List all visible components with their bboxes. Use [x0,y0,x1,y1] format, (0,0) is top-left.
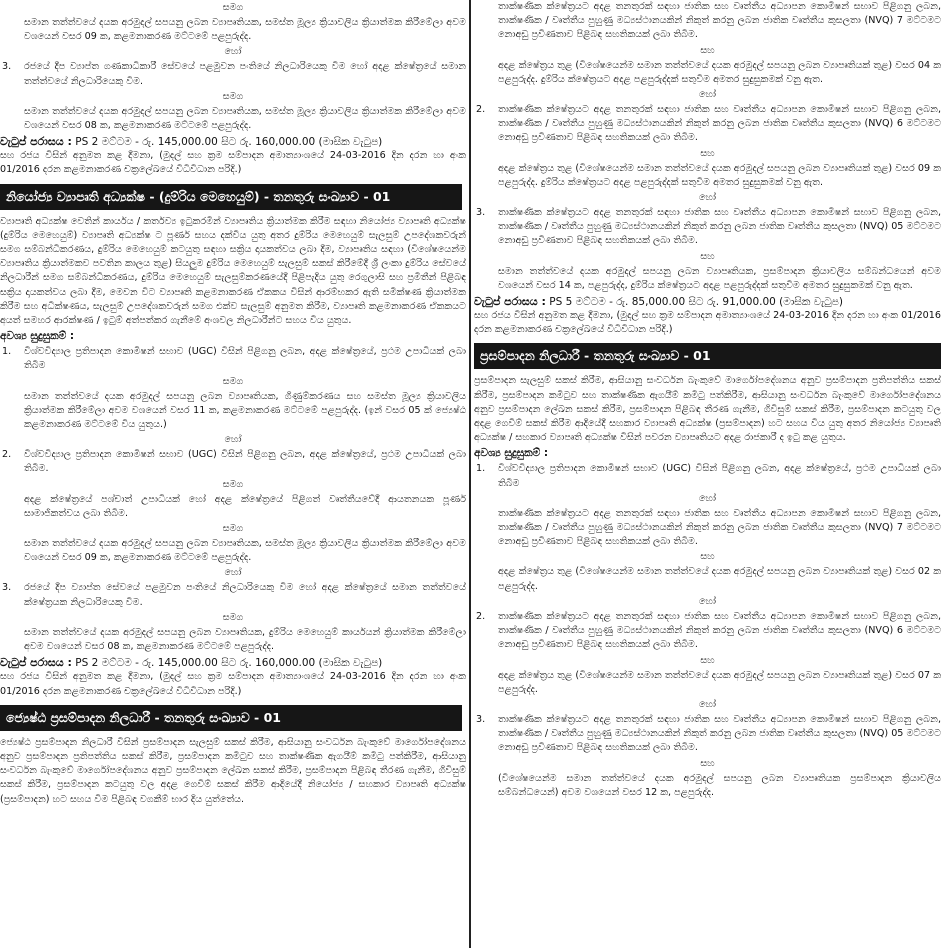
requirement-paragraph: (විශේෂයෙන්ම සමාන තත්ත්වයේ දයක අරමුදල් සපයනු ලබන ව්‍යාපෘතියක ප්‍රසම්පාදන ක්‍රියාවලිය සම්බන්ධයෙන්) අවම වශයෙන් වසර 12 ක, පළපුරුද්ද. [498,772,941,798]
separator-samaga: සමග [222,523,244,535]
item-number: 3. [476,713,486,725]
numbered-item [0,60,466,88]
separator-ho: හෝ [698,192,717,204]
item-number: 1. [2,346,12,358]
salary-line [0,656,466,670]
salary-label: වැටුප් පරාසය : [0,135,72,149]
requirement-paragraph: තාක්ෂණික ක්ෂේත්‍රයට අදළ තනතුරක් සඳහා ජාතික සහ වෘත්තීය අධ්‍යාපන කොමිෂන් සභාව පිළිගනු ලබන, තාක්ෂණික / වෘත්තීය පුහුණු මධ්‍යස්ථානයකින් නිකුත් කරනු ලබන ජාතික වෘත්තීය කුසලතා (NVQ) 7 මට්ටමට නොඅඩු ප්‍රවීණතාව පිළිබඳ සහතිකයක් ලබා තිබීම. [498,507,941,548]
salary-value: PS 5 මට්ටම - රු. 85,000.00 සිට රු. 91,000.00 (මාසික වැටුප) [549,296,843,309]
item-text: තාක්ෂණික ක්ෂේත්‍රයට අදළ තනතුරක් සඳහා ජාතික සහ වෘත්තීය අධ්‍යාපන කොමිෂන් සභාව පිළිගනු ලබන, තාක්ෂණික / වෘත්තීය පුහුණු මධ්‍යස්ථානයකින් නිකුත් කරනු ලබන ජාතික වෘත්තීය කුසලතා (NVQ) 05 මට්ටමට නොඅඩු ප්‍රවීණතාව පිළිබඳ සහතිකයක් ලබා තිබීම. [498,713,941,754]
salary-line [474,295,941,309]
item-text: රජයේ දීප ව්‍යාප්ත සේවයේ පළමුවන පංතියේ නිලධාරියෙකු විම හෝ අදළ ක්ෂේත්‍රයේ සමාන තත්ත්වයේ ක්ෂේත්‍රයක නිලධාරියෙකු විම. [24,582,466,608]
separator-ho: හෝ [698,698,717,710]
requirement-paragraph: සමාන තත්ත්වයේ දයක අරමුදල් සපයනු ලබන ව්‍යාපෘතියක, ප්‍රසම්පාදන ක්‍රියාවලිය සම්බන්ධයෙන් අවම වශයෙන් වසර 14 ක, පළපුරුද්ද, දුම්රිය ක්ෂේත්‍රයට අදළ පළපුරුද්දක් සතුවීම අමතර සුදුසුකමක් වනු ඇත. [498,265,941,291]
job-description: ව්‍යාපෘති අධ්‍යක්ෂ වෙතින් කාර්යය / කර්තව්‍ය ඉටුකරමින් ව්‍යාපෘතිය ක්‍රියාත්මක කිරීම සඳහා නියෝජ්‍ය ව්‍යාපෘති අධ්‍යක්ෂ (දුම්රිය මෙහෙයුම්) ව්‍යාපෘති අධ්‍යක්ෂ ට පූර්ණ සහය දක්වීය යුතු අතර දුම්රිය මෙහෙයුම් සැලසුම් උපදේශකවරුන් සමග සම්බන්ධීකරණය, දුම්රිය මෙහෙයුම් කටයුතු සඳහා සක්‍රිය දායකත්වය ලබා දීම, ව්‍යාපෘතිය සඳහා (විශේෂයෙන්ම ව්‍යාපෘතිය ක්‍රියාත්මකව පවතින කාලය තුළ) සියලුම දුම්රිය මෙහෙයුම් සැලසුම් සකස් කිරීමේදී ශ්‍රී ලංකා දුම්රිය සේවයේ නිලධාරීන් සමග සම්බන්ධීකරණය, දුම්රිය මෙහෙයුම් සැලසුම්කරණයේදී පිළිපැදිය යුතු රෙගුලාසි සහ ප්‍රමිතීන් පිළිබඳ සක්‍රිය දායකත්වය ලබා දීම, මෙවන විට ව්‍යාපෘති කළමනාකරණ ඒකකය විසින් ආරම්භකර ඇති සමීක්ෂණ ක්‍රියාත්මක කිරීම සහ අධීක්ෂණය, සැලසුම් උපදේශකවරුන් සමග එක්ව සැලසුම් අනුමත කිරීම, ව්‍යාපෘති කළමනාකරණ ඒකකයට අයත් සමහර ආරක්ෂණ / ඉටුම් අත්පත්කර ගැනීමේ අංශවල නිලධාරීන්ට සහය විය යුතුය. [0,215,466,327]
numbered-item [0,581,466,609]
item-text: රජයේ දීප ව්‍යාප්ත ගණකාධිකාරී සේවයේ පළමුවන පංතියේ නිලධාරියෙකු විම හෝ අදළ ක්ෂේත්‍රයේ සමාන තත්ත්වයේ නිලධාරියෙකු විම. [24,61,466,87]
item-number: 2. [476,610,486,622]
requirements-heading: අවශ්‍ය සුදුසුකම් : [474,447,549,460]
item-number: 1. [476,463,486,475]
separator-samaga: සමග [222,375,244,387]
requirement-paragraph: අදළ ක්ෂේත්‍රය තුළ (විශේෂයෙන්ම සමාන තත්ත්වයේ දයක අරමුදල් සපයනු ලබන ව්‍යාපෘතියක් තුළ) වසර 02 ක පළපුරුද්ද. [498,566,941,592]
salary-note: සහ රජය විසින් අනුමත කළ දීමනා, (මුදල් සහ ක්‍රම සම්පාදන අමාත්‍යාංශයේ 24-03-2016 දින දරන හා අංක 01/2016 දරන කළමනාකරණ චක්‍රලේඛයේ විධිවිධාන පරිදි.) [0,671,466,697]
separator-saha: සහ [700,250,715,262]
separator-saha: සහ [700,147,715,159]
numbered-item [474,462,941,490]
item-text: තාක්ෂණික ක්ෂේත්‍රයට අදළ තනතුරක් සඳහා ජාතික සහ වෘත්තීය අධ්‍යාපන කොමිෂන් සභාව පිළිගනු ලබන, තාක්ෂණික / වෘත්තීය පුහුණු මධ්‍යස්ථානයකින් නිකුත් කරනු ලබන ජාතික වෘත්තීය කුසලතා (NVQ) 05 මට්ටමට නොඅඩු ප්‍රවීණතාව පිළිබඳ සහතිකයක් ලබා තිබීම. [498,207,941,247]
separator-samaga: සමග [222,90,244,102]
separator-samaga: සමග [222,2,244,13]
salary-note: සහ රජය විසින් අනුමත කළ දීමනා, (මුදල් සහ ක්‍රම සම්පාදන අමාත්‍යාංශයේ 24-03-2016 දින දරන හා අංක 01/2016 දරන කළමනාකරණ චක්‍රලේඛයේ විධිවිධාන පරිදි.) [0,150,466,176]
item-number: 3. [2,582,12,594]
requirement-paragraph: අදළ ක්ෂේත්‍රය තුළ (විශේෂයෙන්ම සමාන තත්ත්වයේ දයක අරමුදල් සපයනු ලබන ව්‍යාපෘතියක් තුළ) වසර 07 ක පළපුරුද්ද. [498,669,941,695]
job-description: ජ්‍යෙෂ්ඨ ප්‍රසම්පාදන නිලධාරී විසින් ප්‍රසම්පාදන සැලසුම් සකස් කිරීම, ආසියානු සංවර්ධන බැංකුවේ මාර්ගෝපදේශනය අනුව ප්‍රසම්පාදන ප්‍රතිපත්තිය සකස් කිරීම, ප්‍රසම්පාදන කමිටුව සහ තාක්ෂණික ඇගයීම් කමිටු පත්කිරීම, ආසියානු සංවර්ධන බැංකුවේ මාර්ගෝපදේශනය අනුව ප්‍රසම්පාදන ලේඛන සකස් කිරීම, ප්‍රසම්පාදන පිළිබඳ තීරණ ගැනීම, ගිවිසුම් සකස් කිරීම, ප්‍රසම්පාදන කටයුතු වල අදළ ගෙවීම් සකස් කිරීම ආදියේදී නියෝජ්‍ය / සහකාර ව්‍යාපෘති අධ්‍යක්ෂ (ප්‍රසම්පාදන) හට සහය විම පිළිබඳ වගකීම් භාර දිය යුත්තේය. [0,736,466,805]
numbered-item [0,448,466,476]
section-heading: ප්‍රසම්පාදන නිලධාරී - තනතුරු සංඛ්‍යාව - 01 [474,343,941,369]
salary-label: වැටුප් පරාසය : [0,656,72,670]
numbered-item [474,713,941,756]
item-text: විශ්වවිද්‍යාල ප්‍රතිපාදන කොමිෂන් සභාව (UGC) විසින් පිළිගනු ලබන, අදළ ක්ෂේත්‍රයේ, ප්‍රථම උපාධියක් ලබා තිබීම [498,463,941,489]
requirement-paragraph: සමාන තත්ත්වයේ දයක අරමුදල් සපයනු ලබන ව්‍යාපෘතියක, සමස්ත මූල්‍ය ක්‍රියාවලිය ක්‍රියාත්මක කිරීමේලා අවම වශයෙන් වසර 09 ක, කළමනාකරණ මට්ටමේ පළපුරුද්ද. [24,17,466,43]
right-column [474,0,941,948]
section-heading: නියෝජ්‍ය ව්‍යාපෘති අධ්‍යක්ෂ - (දුම්රිය මෙහෙයුම්) - තනතුරු සංඛ්‍යාව - 01 [0,184,462,210]
section-heading: ජ්‍යෙෂ්ඨ ප්‍රසම්පාදන නිලධාරී - තනතුරු සංඛ්‍යාව - 01 [0,705,462,731]
salary-line [0,135,466,149]
requirement-paragraph: සමාන තත්ත්වයේ දයක අරමුදල් සපයනු ලබන ව්‍යාපෘතියක, ගිණුම්කරණය සහ සමස්ත මූල්‍ය ක්‍රියාවලිය ක්‍රියාත්මක කිරීමේලා අවම වශයෙන් වසර 11 ක, කළමනාකරණ මට්ටමේ පළපුරුද්ද. (ඉන් වසර 05 ක් ජ්‍යෙෂ්ඨ කළමනාකරණ මට්ටමේ විය යුතුය.) [24,390,466,431]
salary-value: PS 2 මට්ටම - රු. 145,000.00 සිට රු. 160,000.00 (මාසික වැටුප) [75,657,383,670]
item-text: විශ්වවිද්‍යාල ප්‍රතිපාදන කොමිෂන් සභාව (UGC) විසින් පිළිගනු ලබන, අදළ ක්ෂේත්‍රයේ, ප්‍රථම උපාධියක් ලබා තිබීම [24,346,466,372]
requirements-heading: අවශ්‍ය සුදුසුකම් : [0,330,75,343]
requirement-paragraph: සමාන තත්ත්වයේ දයක අරමුදල් සපයනු ලබන ව්‍යාපෘතියක, දුම්රිය මෙහෙයුම් කාර්යයන් ක්‍රියාත්මක කිරීමේලා අවම වශයෙන් වසර 08 ක, කළමනාකරණ මට්ටමේ පළපුරුද්ද. [24,626,466,653]
item-number: 3. [2,61,12,73]
item-text: තාක්ෂණික ක්ෂේත්‍රයට අදළ තනතුරක් සඳහා ජාතික සහ වෘත්තීය අධ්‍යාපන කොමිෂන් සභාව පිළිගනු ලබන, තාක්ෂණික / වෘත්තීය පුහුණු මධ්‍යස්ථානයකින් නිකුත් කරනු ලබන ජාතික වෘත්තීය කුසලතා (NVQ) 7 මට්ටමට නොඅඩු ප්‍රවීණතාව පිළිබඳ සහතිකයක් ලබා තිබීම. [498,1,941,41]
requirement-paragraph: අදළ ක්ෂේත්‍රය තුළ (විශේෂයෙන්ම සමාන තත්ත්වයේ දයක අරමුදල් සපයනු ලබන ව්‍යාපෘතියක් තුළ) වසර 09 ක පළපුරුද්ද. දුම්රිය ක්ෂේත්‍රයට අදළ පළපුරුද්දක් සතුවීම අමතර සුදුසුකමක් වනු ඇත. [498,162,941,188]
left-column [0,0,466,948]
separator-ho: හෝ [224,46,242,58]
separator-saha: සහ [700,654,715,666]
numbered-item [474,103,941,146]
item-number: 2. [2,449,12,461]
separator-samaga: සමග [222,478,244,490]
separator-saha: සහ [700,757,715,769]
separator-saha: සහ [700,551,715,563]
separator-ho: හෝ [224,567,242,579]
requirement-paragraph: අදළ ක්ෂේත්‍රය තුළ (විශේෂයෙන්ම සමාන තත්ත්වයේ දයක අරමුදල් සපයනු ලබන ව්‍යාපෘතියක් තුළ) වසර 04 ක පළපුරුද්ද. දුම්රිය ක්ෂේත්‍රයට අදළ පළපුරුද්දක් සතුවීම අමතර සුදුසුකමක් වනු ඇත. [498,59,941,85]
separator-samaga: සමග [222,611,244,623]
separator-ho: හෝ [224,434,242,446]
separator-ho: හෝ [698,492,717,504]
item-number: 2. [476,104,486,116]
separator-ho: හෝ [698,89,717,101]
separator-saha: සහ [700,44,715,56]
salary-note: සහ රජය විසින් අනුමත කළ දීමනා, (මුදල් සහ ක්‍රම සම්පාදන අමාත්‍යාංශයේ 24-03-2016 දින දරන හා අංක 01/2016 දරන කළමනාකරණ චක්‍රලේඛයේ විධිවිධාන පරිදි.) [474,310,941,336]
numbered-item [0,345,466,373]
requirement-paragraph: සමාන තත්ත්වයේ දයක අරමුදල් සපයනු ලබන ව්‍යාපෘතියක, සමස්ත මූල්‍ය ක්‍රියාවලිය ක්‍රියාත්මක කිරීමේලා අවම වශයෙන් වසර 09 ක, කළමනාකරණ මට්ටමේ පළපුරුද්ද. [24,538,466,564]
salary-label: වැටුප් පරාසය : [474,295,546,309]
salary-value: PS 2 මට්ටම - රු. 145,000.00 සිට රු. 160,000.00 (මාසික වැටුප) [75,136,383,149]
item-text: තාක්ෂණික ක්ෂේත්‍රයට අදළ තනතුරක් සඳහා ජාතික සහ වෘත්තීය අධ්‍යාපන කොමිෂන් සභාව පිළිගනු ලබන, තාක්ෂණික / වෘත්තීය පුහුණු මධ්‍යස්ථානයකින් නිකුත් කරනු ලබන ජාතික වෘත්තීය කුසලතා (NVQ) 6 මට්ටමට නොඅඩු ප්‍රවීණතාව පිළිබඳ සහතිකයක් ලබා තිබීම. [498,104,941,144]
item-number: 3. [476,207,486,219]
item-text: තාක්ෂණික ක්ෂේත්‍රයට අදළ තනතුරක් සඳහා ජාතික සහ වෘත්තීය අධ්‍යාපන කොමිෂන් සභාව පිළිගනු ලබන, තාක්ෂණික / වෘත්තීය පුහුණු මධ්‍යස්ථානයකින් නිකුත් කරනු ලබන ජාතික වෘත්තීය කුසලතා (NVQ) 6 මට්ටමට නොඅඩු ප්‍රවීණතාව පිළිබඳ සහතිකයක් ලබා තිබීම. [498,610,941,651]
numbered-item [474,610,941,653]
separator-ho: හෝ [698,595,717,607]
item-text: විශ්වවිද්‍යාල ප්‍රතිපාදන කොමිෂන් සභාව (UGC) විසින් පිළිගනු ලබන, අදළ ක්ෂේත්‍රයේ, ප්‍රථම උපාධියක් ලබා තිබීම. [24,449,466,475]
requirement-paragraph: අදළ ක්ෂේත්‍රයේ පශ්චාත් උපාධියක් හෝ අදළ ක්ෂේත්‍රයේ පිළිගත් වෘත්තීයවේදී ආයතනයක පූර්ණ සාමාජිකත්වය ලබා තිබීම. [24,493,466,519]
requirement-paragraph: සමාන තත්ත්වයේ දයක අරමුදල් සපයනු ලබන ව්‍යාපෘතියක, සමස්ත මූල්‍ය ක්‍රියාවලිය ක්‍රියාත්මක කිරීමේලා අවම වශයෙන් වසර 08 ක, කළමනාකරණ මට්ටමේ පළපුරුද්ද. [24,105,466,132]
job-description: ප්‍රසම්පාදන සැලසුම් සකස් කිරීම, ආසියානු සංවර්ධන බැංකුවේ මාර්ගෝපදේශනය අනුව ප්‍රසම්පාදන ප්‍රතිපත්තිය සකස් කිරීම, ප්‍රසම්පාදන කමිටුව සහ තාක්ෂණික ඇගයීම් කමිටු පත්කිරීම, ආසියානු සංවර්ධන බැංකුවේ මාර්ගෝපදේශනය අනුව ප්‍රසම්පාදන ලේඛන සකස් කිරීම, ප්‍රසම්පාදන පිළිබඳ තීරණ ගැනීම, ගිවිසුම් සකස් කිරීම, ප්‍රසම්පාදන කටයුතු වල අදළ ගෙවීම් සකස් කිරීම ආදියේදී සහකාර ව්‍යාපෘති අධ්‍යක්ෂ (ප්‍රසම්පාදන) හට සහය විය යුතු අතර නියෝජ්‍ය ව්‍යාපෘති අධ්‍යක්ෂ / සහකාර ව්‍යාපෘති අධ්‍යක්ෂ විසින් පවරන ව්‍යාපෘතියට අදළ රාජකාරී ද ඉටු කළ යුතුය. [474,375,941,444]
column-divider [469,0,471,948]
numbered-item [474,206,941,249]
